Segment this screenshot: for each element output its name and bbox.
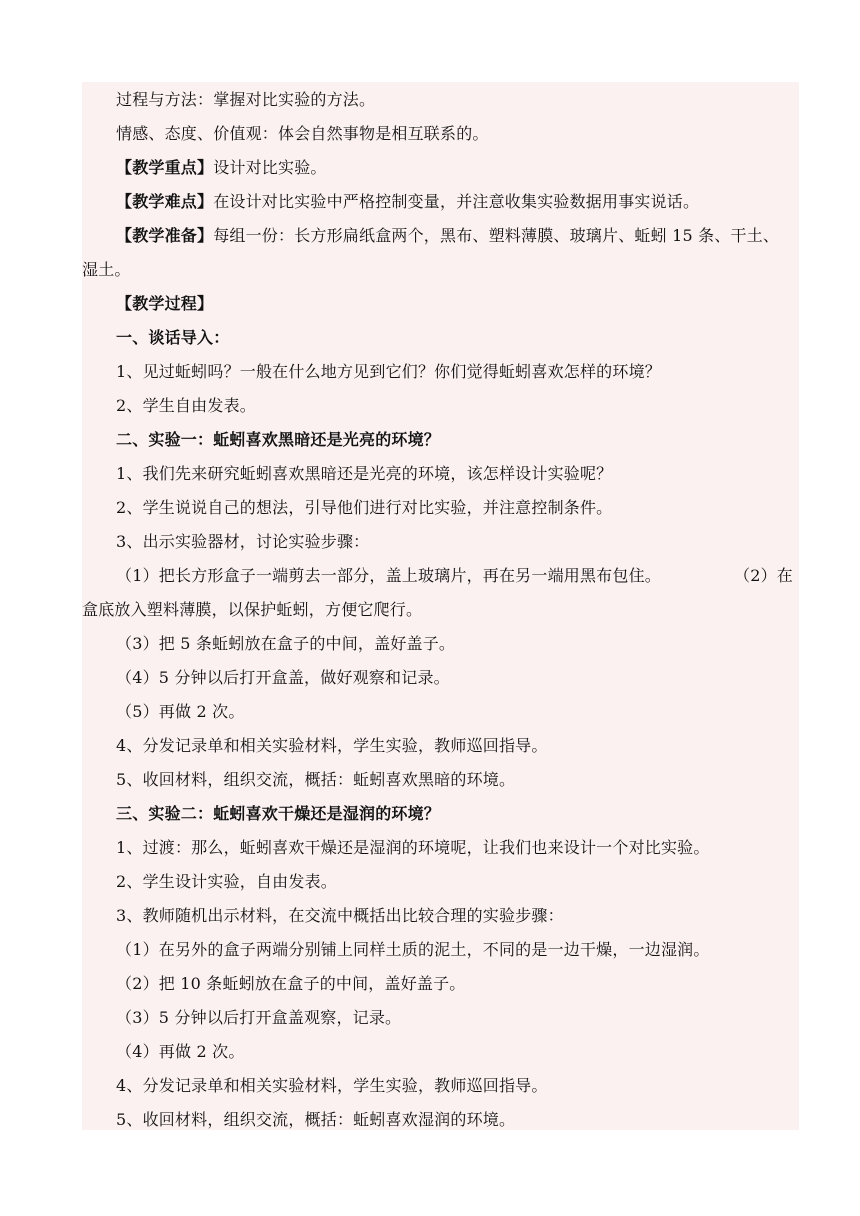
text-line: 5、收回材料，组织交流，概括：蚯蚓喜欢湿润的环境。 xyxy=(116,1110,516,1129)
text-line: （2）把 10 条蚯蚓放在盒子的中间，盖好盖子。 xyxy=(116,974,466,993)
section-heading: 【教学过程】 xyxy=(116,294,214,313)
text-line: 4、分发记录单和相关实验材料，学生实验，教师巡回指导。 xyxy=(116,736,548,755)
text-line: 过程与方法：掌握对比实验的方法。 xyxy=(116,90,376,109)
text-line: （3）5 分钟以后打开盒盖观察，记录。 xyxy=(116,1008,402,1027)
text-line: 盒底放入塑料薄膜，以保护蚯蚓，方便它爬行。 xyxy=(82,600,423,619)
text-line: 2、学生说说自己的想法，引导他们进行对比实验，并注意控制条件。 xyxy=(116,498,613,517)
text-line: 1、过渡：那么，蚯蚓喜欢干燥还是湿润的环境呢，让我们也来设计一个对比实验。 xyxy=(116,838,710,857)
text-line: （3）把 5 条蚯蚓放在盒子的中间，盖好盖子。 xyxy=(116,634,456,653)
section-heading: 三、实验二：蚯蚓喜欢干燥还是湿润的环境？ xyxy=(116,804,441,823)
text-line xyxy=(116,158,327,178)
text-line: 情感、态度、价值观：体会自然事物是相互联系的。 xyxy=(116,124,489,143)
text-line: 5、收回材料，组织交流，概括：蚯蚓喜欢黑暗的环境。 xyxy=(116,770,516,789)
section-label: 【教学难点】 xyxy=(116,192,214,211)
text-line: （5）再做 2 次。 xyxy=(116,702,245,721)
text-line: 1、我们先来研究蚯蚓喜欢黑暗还是光亮的环境，该怎样设计实验呢？ xyxy=(116,464,613,483)
text-line: （4）再做 2 次。 xyxy=(116,1042,245,1061)
section-text: 设计对比实验。 xyxy=(213,158,327,177)
section-label: 【教学重点】 xyxy=(116,158,214,177)
section-label: 【教学准备】 xyxy=(116,226,214,245)
text-line: （1）把长方形盒子一端剪去一部分，盖上玻璃片，再在另一端用黑布包住。 xyxy=(116,566,661,585)
section-text: 在设计对比实验中严格控制变量，并注意收集实验数据用事实说话。 xyxy=(213,192,700,211)
document-page xyxy=(82,82,799,1130)
text-line: （4）5 分钟以后打开盒盖，做好观察和记录。 xyxy=(116,668,450,687)
text-line: 3、教师随机出示材料，在交流中概括出比较合理的实验步骤： xyxy=(116,906,564,925)
section-text: 每组一份：长方形扁纸盒两个，黑布、塑料薄膜、玻璃片、蚯蚓 15 条、干土、 xyxy=(213,226,780,245)
text-line xyxy=(116,226,779,246)
text-line: 1、见过蚯蚓吗？一般在什么地方见到它们？你们觉得蚯蚓喜欢怎样的环境？ xyxy=(116,362,661,381)
text-line: 3、出示实验器材，讨论实验步骤： xyxy=(116,532,370,551)
text-line-tail: （2）在 xyxy=(734,566,793,585)
text-line: 4、分发记录单和相关实验材料，学生实验，教师巡回指导。 xyxy=(116,1076,548,1095)
text-line: 2、学生自由发表。 xyxy=(116,396,256,415)
text-line: （1）在另外的盒子两端分别铺上同样土质的泥土，不同的是一边干燥，一边湿润。 xyxy=(116,940,710,959)
text-line: 2、学生设计实验，自由发表。 xyxy=(116,872,337,891)
text-line xyxy=(116,192,699,212)
text-line: 湿土。 xyxy=(82,260,131,279)
section-heading: 二、实验一：蚯蚓喜欢黑暗还是光亮的环境？ xyxy=(116,430,441,449)
section-heading: 一、谈话导入： xyxy=(116,328,230,347)
